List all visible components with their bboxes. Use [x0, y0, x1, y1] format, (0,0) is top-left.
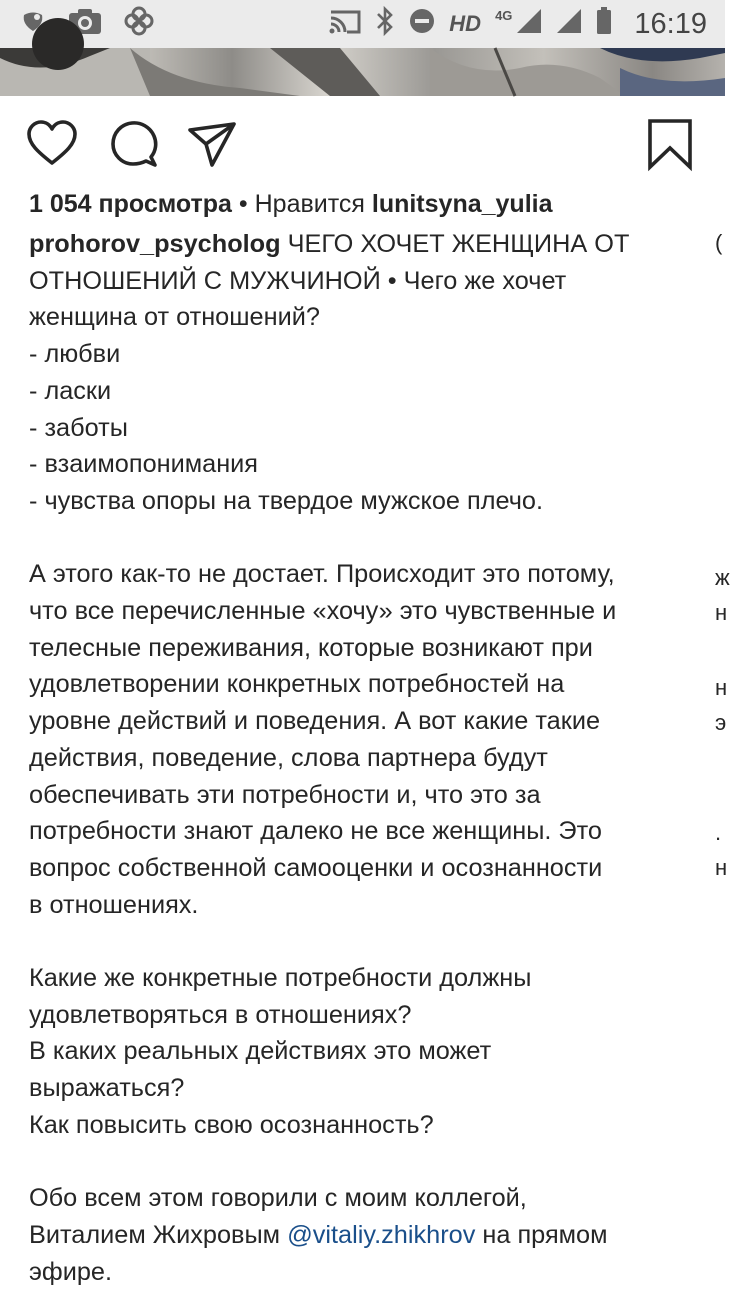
liked-by-username[interactable]: lunitsyna_yulia [371, 190, 553, 218]
send-paper-plane-icon[interactable] [186, 118, 238, 170]
liked-by-separator: • Нравится [231, 190, 372, 218]
adjacent-content-edge: ( [715, 230, 723, 255]
adjacent-content-edge: ж [715, 565, 730, 590]
caption-text: ЧЕГО ХОЧЕТ ЖЕНЩИНА ОТ ОТНОШЕНИЙ С МУЖЧИНОЙ • Чего же хочет женщина от отношений? - любви - ласки - заботы - взаимопонимания - чувства опоры на твердое мужское плечо. А этого как-то не достает. Происходит это потому, что все перечисленные «хочу» это чувственные и телесные переживания, которые возникают при удовлетворении конкретных потребностей на уровне действий и поведения. А вот какие такие действия, поведение, слова партнера будут обеспечивать эти потребности и, что это за потребности знают далеко не все женщины. Это вопрос собственной самооценки и осознанности в отношениях. Какие же конкретные потребности должны удовлетворяться в отношениях? В каких реальных действиях это может выражаться? Как повысить свою осознанность? Обо всем этом говорили с моим коллегой, Виталием Жихровым [29, 230, 630, 1249]
caption-author-username[interactable]: prohorov_psycholog [29, 230, 281, 258]
caption-text-end: на прямом эфире. [29, 1220, 608, 1286]
adjacent-content-edge: н [715, 600, 728, 625]
adjacent-content-edge: н [715, 675, 728, 700]
mention-link[interactable]: @vitaliy.zhikhrov [287, 1220, 476, 1249]
network-type-label: 4G [495, 7, 513, 23]
adjacent-content-edge: . [715, 820, 722, 845]
post-stats [29, 186, 709, 222]
adjacent-content-edge: э [715, 710, 727, 735]
status-bar [0, 0, 725, 48]
comment-bubble-icon[interactable] [108, 118, 160, 170]
signal-strength-icon-2 [556, 8, 582, 41]
hd-indicator: HD [449, 11, 482, 36]
post-caption [29, 226, 697, 1290]
bookmark-outline-icon[interactable] [644, 118, 696, 170]
adjacent-content-edge: н [715, 855, 728, 880]
signal-strength-icon [516, 8, 542, 41]
cast-icon [329, 8, 361, 41]
bluetooth-icon [375, 6, 395, 43]
views-count[interactable]: 1 054 просмотра [29, 190, 232, 218]
post-image[interactable] [0, 48, 725, 96]
heart-outline-icon[interactable] [26, 118, 78, 170]
battery-icon [596, 7, 612, 42]
do-not-disturb-icon [409, 8, 435, 41]
post-action-bar [0, 110, 725, 176]
pinwheel-app-icon [124, 6, 154, 43]
clock-time: 16:19 [634, 7, 707, 40]
